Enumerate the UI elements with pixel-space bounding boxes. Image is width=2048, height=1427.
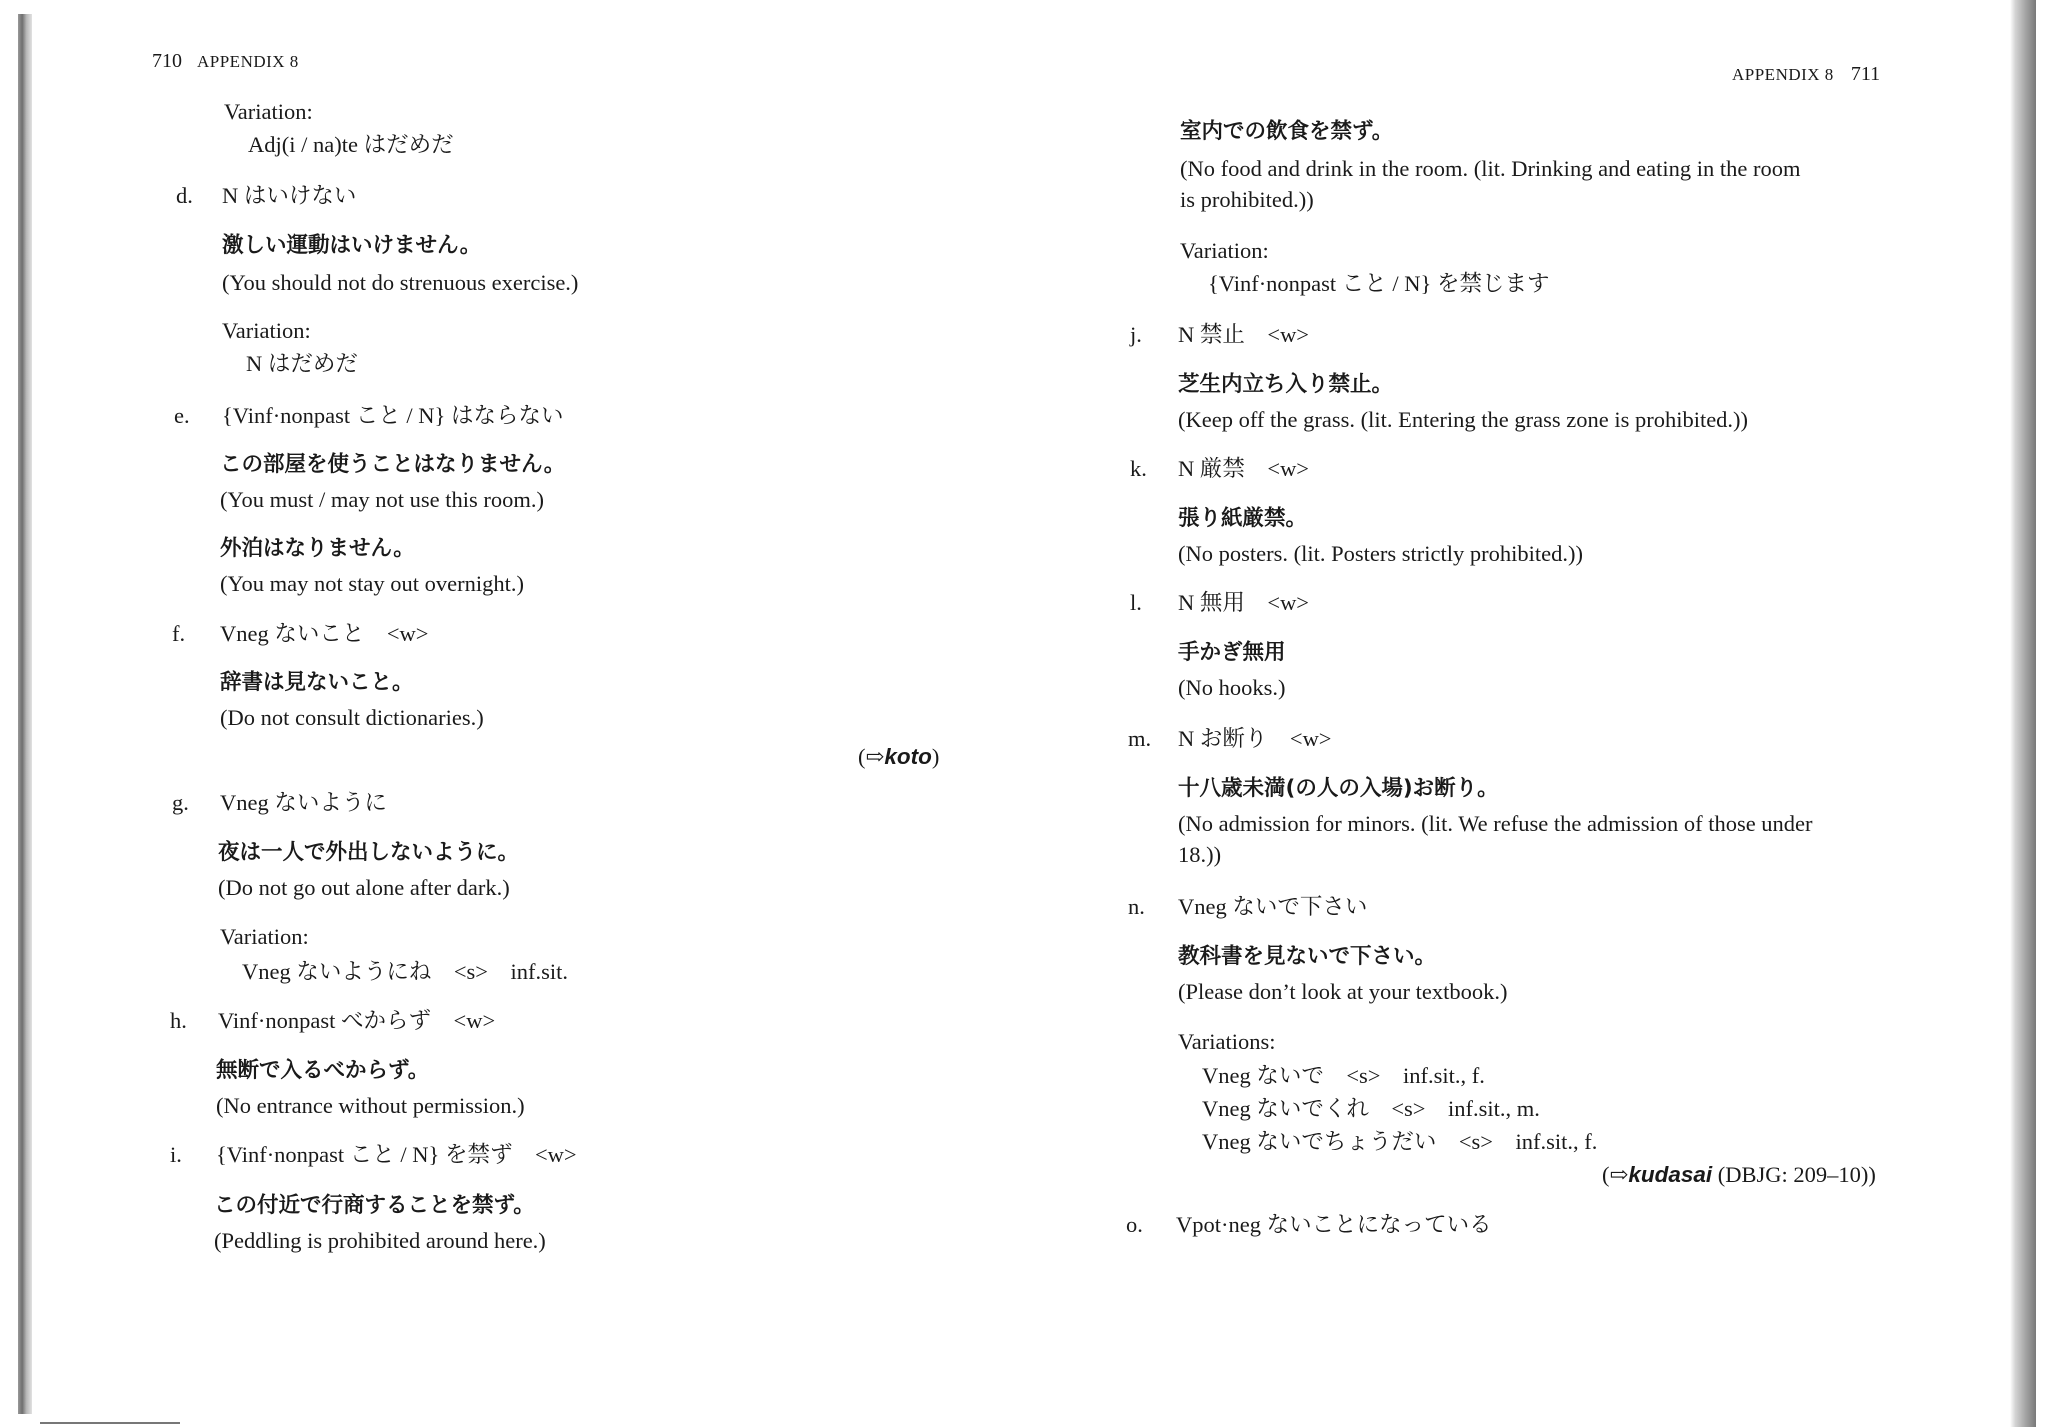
pattern-f: Vneg ないこと <w> [220, 621, 429, 646]
left-header [152, 50, 299, 73]
right-page [1024, 0, 2048, 1427]
item-label-o: o. [1126, 1212, 1143, 1237]
example-h: 無断で入るべからず。 [216, 1058, 430, 1083]
left-running-head: APPENDIX 8 [197, 52, 299, 71]
item-label-d: d. [176, 183, 193, 208]
translation-l: (No hooks.) [1178, 675, 1286, 700]
left-page-number: 710 [152, 50, 182, 72]
variation-n-3: Vneg ないでちょうだい <s> inf.sit., f. [1202, 1129, 1598, 1154]
pattern-o: Vpot·neg ないことになっている [1176, 1212, 1492, 1237]
translation-i: (Peddling is prohibited around here.) [214, 1228, 546, 1253]
example-i: この付近で行商することを禁ず。 [214, 1193, 535, 1218]
item-label-h: h. [170, 1008, 187, 1033]
pattern-h: Vinf·nonpast べからず <w> [218, 1008, 496, 1033]
item-label-f: f. [172, 621, 186, 646]
pattern-n: Vneg ないで下さい [1178, 894, 1368, 919]
pattern-i: {Vinf·nonpast こと / N} を禁ず <w> [216, 1142, 577, 1167]
translation-m-a: (No admission for minors. (lit. We refuse the admission of those under [1178, 811, 1813, 836]
pattern-d: N はいけない [222, 183, 357, 208]
variation-label: Variation: [222, 318, 311, 343]
translation-h: (No entrance without permission.) [216, 1093, 525, 1118]
example-k: 張り紙厳禁。 [1178, 506, 1308, 531]
translation-k: (No posters. (lit. Posters strictly prohibited.)) [1178, 541, 1583, 566]
right-page-number: 711 [1850, 63, 1881, 85]
variation-n-2: Vneg ないでくれ <s> inf.sit., m. [1202, 1096, 1540, 1121]
example-i-2: 室内での飲食を禁ず。 [1180, 119, 1394, 144]
example-f: 辞書は見ないこと。 [220, 670, 414, 695]
item-label-j: j. [1130, 322, 1142, 347]
cross-ref-close: ) [931, 744, 940, 769]
translation-n: (Please don’t look at your textbook.) [1178, 979, 1508, 1004]
variation-pattern: Adj(i / na)te はだめだ [248, 132, 454, 157]
item-label-n: n. [1128, 894, 1145, 919]
translation-e-1: (You must / may not use this room.) [220, 487, 544, 512]
cross-ref-keyword: koto [884, 744, 932, 769]
translation-j: (Keep off the grass. (lit. Entering the grass zone is prohibited.)) [1178, 407, 1749, 432]
translation-f: (Do not consult dictionaries.) [220, 705, 484, 730]
translation-m-b: 18.)) [1178, 842, 1222, 867]
cross-ref-arrow: (⇨ [1602, 1162, 1629, 1187]
example-m: 十八歳未満(の人の入場)お断り。 [1178, 776, 1499, 801]
pattern-m: N お断り <w> [1178, 726, 1332, 751]
pattern-k: N 厳禁 <w> [1178, 456, 1310, 481]
translation-i-2a: (No food and drink in the room. (lit. Drinking and eating in the room [1180, 156, 1801, 181]
variation-pattern: N はだめだ [246, 351, 358, 376]
example-d: 激しい運動はいけません。 [222, 233, 482, 258]
example-l: 手かぎ無用 [1178, 640, 1286, 665]
item-label-m: m. [1128, 726, 1152, 751]
pattern-g: Vneg ないように [220, 790, 387, 815]
translation-d: (You should not do strenuous exercise.) [222, 270, 579, 295]
pattern-j: N 禁止 <w> [1178, 322, 1310, 347]
variation-label: Variation: [224, 99, 313, 124]
example-e-1: この部屋を使うことはなりません。 [220, 452, 566, 477]
example-n: 教科書を見ないで下さい。 [1178, 944, 1437, 969]
cross-ref-arrow: (⇨ [858, 744, 885, 769]
translation-i-2b: is prohibited.)) [1180, 187, 1314, 212]
variation-pattern: {Vinf·nonpast こと / N} を禁じます [1208, 271, 1550, 296]
right-header [1732, 63, 1880, 86]
pattern-l: N 無用 <w> [1178, 590, 1310, 615]
variation-label: Variation: [220, 924, 309, 949]
variation-label: Variation: [1180, 238, 1269, 263]
example-g: 夜は一人で外出しないように。 [218, 840, 520, 865]
item-label-i: i. [170, 1142, 182, 1167]
item-label-k: k. [1130, 456, 1147, 481]
item-label-l: l. [1130, 590, 1142, 615]
item-label-e: e. [174, 403, 190, 428]
variation-n-1: Vneg ないで <s> inf.sit., f. [1202, 1063, 1485, 1088]
example-e-2: 外泊はなりません。 [220, 536, 415, 561]
variation-pattern: Vneg ないようにね <s> inf.sit. [242, 959, 568, 984]
translation-g: (Do not go out alone after dark.) [218, 875, 510, 900]
example-j: 芝生内立ち入り禁止。 [1178, 372, 1394, 397]
item-label-g: g. [172, 790, 189, 815]
cross-ref-close: (DBJG: 209–10)) [1712, 1162, 1876, 1187]
pattern-e: {Vinf·nonpast こと / N} はならない [222, 403, 564, 428]
translation-e-2: (You may not stay out overnight.) [220, 571, 524, 596]
cross-ref-keyword: kudasai [1628, 1162, 1713, 1187]
cross-ref-koto [858, 744, 939, 770]
cross-ref-kudasai [1602, 1162, 1876, 1188]
variations-label: Variations: [1178, 1029, 1276, 1054]
right-running-head: APPENDIX 8 [1732, 65, 1834, 84]
